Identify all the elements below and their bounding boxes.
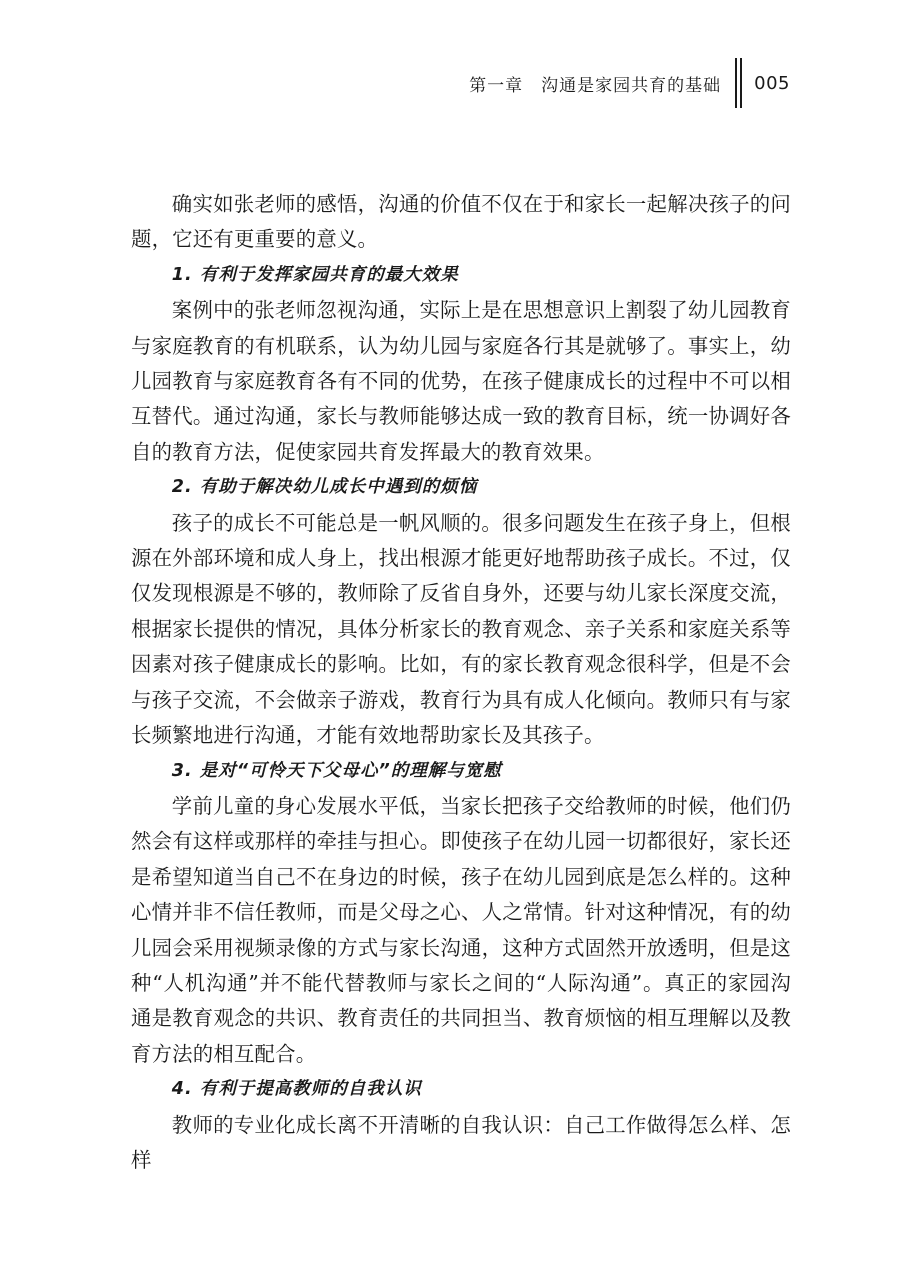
page-body [131,187,791,1178]
section-paragraph-2: 孩子的成长不可能总是一帆风顺的。很多问题发生在孩子身上，但根源在外部环境和成人身上，找出根源才能更好地帮助孩子成长。不过，仅仅发现根源是不够的，教师除了反省自身外，还要与幼儿家长深度交流，根据家长提供的情况，具体分析家长的教育观念、亲子关系和家庭关系等因素对孩子健康成长的影响。比如，有的家长教育观念很科学，但是不会与孩子交流，不会做亲子游戏，教育行为具有成人化倾向。教师只有与家长频繁地进行沟通，才能有效地帮助家长及其孩子。 [131,510,791,748]
section-paragraph-1: 案例中的张老师忽视沟通，实际上是在思想意识上割裂了幼儿园教育与家庭教育的有机联系，认为幼儿园与家庭各行其是就够了。事实上，幼儿园教育与家庭教育各有不同的优势，在孩子健康成长的过程中不可以相互替代。通过沟通，家长与教师能够达成一致的教育目标，统一协调好各自的教育方法，促使家园共育发挥最大的教育效果。 [131,298,791,464]
section-paragraph-4: 教师的专业化成长离不开清晰的自我认识：自己工作做得怎么样、怎样 [131,1112,791,1172]
section-heading-4: 4. 有利于提高教师的自我认识 [171,1079,422,1100]
section-heading-3: 3. 是对“可怜天下父母心”的理解与宽慰 [171,760,502,781]
section-paragraph-3: 学前儿童的身心发展水平低，当家长把孩子交给教师的时候，他们仍然会有这样或那样的牵挂与担心。即使孩子在幼儿园一切都很好，家长还是希望知道当自己不在身边的时候，孩子在幼儿园到底是怎么样的。这种心情并非不信任教师，而是父母之心、人之常情。针对这种情况，有的幼儿园会采用视频录像的方式与家长沟通，这种方式固然开放透明，但是这种“人机沟通”并不能代替教师与家长之间的“人际沟通”。真正的家园沟通是教育观念的共识、教育责任的共同担当、教育烦恼的相互理解以及教育方法的相互配合。 [131,793,791,1066]
section-heading-2: 2. 有助于解决幼儿成长中遇到的烦恼 [171,477,478,498]
header-double-rule [735,58,742,108]
section-heading-1: 1. 有利于发挥家园共育的最大效果 [171,264,459,285]
intro-paragraph: 确实如张老师的感悟，沟通的价值不仅在于和家长一起解决孩子的问题，它还有更重要的意义。 [131,192,791,252]
running-head [469,58,790,108]
page-number: 005 [754,72,790,94]
chapter-title: 第一章 沟通是家园共育的基础 [469,75,722,96]
